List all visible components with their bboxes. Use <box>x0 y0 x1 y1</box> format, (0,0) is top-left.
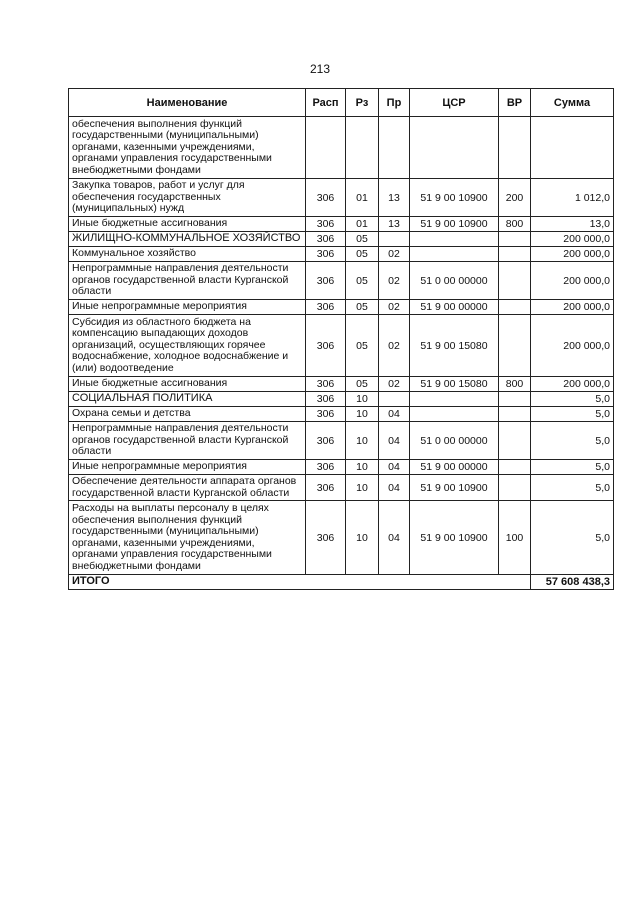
cell-pr: 02 <box>379 377 410 392</box>
cell-csr: 51 9 00 00000 <box>410 460 499 475</box>
table-row <box>69 475 614 501</box>
cell-vr <box>499 315 531 377</box>
cell-rasp: 306 <box>306 315 346 377</box>
cell-vr: 800 <box>499 377 531 392</box>
cell-name: Расходы на выплаты персоналу в целях обеспечения выполнения функций государственными (муниципальными) органами, казенными учреждениями, органами управления государственными внебюджетными фондами <box>69 501 306 575</box>
cell-sum: 5,0 <box>531 501 614 575</box>
cell-name: Непрограммные направления деятельности органов государственной власти Курганской области <box>69 262 306 300</box>
cell-csr: 51 0 00 00000 <box>410 262 499 300</box>
header-sum: Сумма <box>531 89 614 117</box>
cell-vr <box>499 232 531 247</box>
cell-vr <box>499 475 531 501</box>
cell-name: Иные бюджетные ассигнования <box>69 377 306 392</box>
cell-rasp: 306 <box>306 300 346 315</box>
cell-csr: 51 9 00 15080 <box>410 315 499 377</box>
cell-rz: 05 <box>346 247 379 262</box>
cell-rasp: 306 <box>306 407 346 422</box>
header-rasp: Расп <box>306 89 346 117</box>
cell-rz: 10 <box>346 392 379 407</box>
cell-vr: 800 <box>499 217 531 232</box>
header-vr: ВР <box>499 89 531 117</box>
cell-csr <box>410 232 499 247</box>
cell-csr: 51 9 00 00000 <box>410 300 499 315</box>
cell-rasp <box>306 117 346 179</box>
cell-pr: 04 <box>379 422 410 460</box>
cell-vr <box>499 262 531 300</box>
page-number: 213 <box>309 62 331 76</box>
header-rz: Рз <box>346 89 379 117</box>
total-row <box>69 575 614 590</box>
table-row <box>69 217 614 232</box>
cell-pr: 02 <box>379 262 410 300</box>
cell-rz: 10 <box>346 407 379 422</box>
cell-sum: 200 000,0 <box>531 247 614 262</box>
cell-sum: 5,0 <box>531 407 614 422</box>
cell-csr <box>410 407 499 422</box>
cell-sum: 200 000,0 <box>531 377 614 392</box>
cell-rz: 10 <box>346 501 379 575</box>
cell-rasp: 306 <box>306 232 346 247</box>
table-row <box>69 407 614 422</box>
cell-name: Обеспечение деятельности аппарата органов государственной власти Курганской области <box>69 475 306 501</box>
cell-rz: 05 <box>346 232 379 247</box>
table-row <box>69 247 614 262</box>
cell-sum: 200 000,0 <box>531 262 614 300</box>
table-row <box>69 377 614 392</box>
cell-pr: 04 <box>379 501 410 575</box>
cell-vr <box>499 300 531 315</box>
cell-rasp: 306 <box>306 422 346 460</box>
cell-vr: 100 <box>499 501 531 575</box>
cell-pr: 02 <box>379 315 410 377</box>
cell-rasp: 306 <box>306 262 346 300</box>
cell-name: ЖИЛИЩНО-КОММУНАЛЬНОЕ ХОЗЯЙСТВО <box>69 232 306 247</box>
cell-rasp: 306 <box>306 377 346 392</box>
table-row <box>69 300 614 315</box>
table-row <box>69 501 614 575</box>
cell-sum <box>531 117 614 179</box>
cell-vr <box>499 422 531 460</box>
cell-pr <box>379 117 410 179</box>
cell-sum: 1 012,0 <box>531 179 614 217</box>
cell-sum: 5,0 <box>531 392 614 407</box>
table-row <box>69 392 614 407</box>
cell-pr: 04 <box>379 475 410 501</box>
cell-rz: 05 <box>346 377 379 392</box>
cell-name: Иные непрограммные мероприятия <box>69 300 306 315</box>
cell-pr: 04 <box>379 460 410 475</box>
table-row <box>69 179 614 217</box>
table-row <box>69 460 614 475</box>
cell-pr: 02 <box>379 300 410 315</box>
cell-vr <box>499 392 531 407</box>
header-row <box>69 89 614 117</box>
cell-sum: 200 000,0 <box>531 300 614 315</box>
cell-csr <box>410 392 499 407</box>
cell-vr <box>499 460 531 475</box>
cell-vr <box>499 117 531 179</box>
cell-rz <box>346 117 379 179</box>
cell-name: Непрограммные направления деятельности органов государственной власти Курганской области <box>69 422 306 460</box>
cell-pr: 13 <box>379 179 410 217</box>
cell-rasp: 306 <box>306 392 346 407</box>
header-csr: ЦСР <box>410 89 499 117</box>
cell-csr: 51 9 00 10900 <box>410 501 499 575</box>
cell-rasp: 306 <box>306 179 346 217</box>
cell-csr <box>410 117 499 179</box>
cell-csr: 51 9 00 10900 <box>410 179 499 217</box>
table-row <box>69 232 614 247</box>
cell-pr: 04 <box>379 407 410 422</box>
cell-rasp: 306 <box>306 217 346 232</box>
budget-table <box>68 88 614 590</box>
cell-rz: 05 <box>346 300 379 315</box>
header-name: Наименование <box>69 89 306 117</box>
cell-pr: 02 <box>379 247 410 262</box>
cell-pr: 13 <box>379 217 410 232</box>
cell-name: Охрана семьи и детства <box>69 407 306 422</box>
cell-pr <box>379 392 410 407</box>
cell-rz: 10 <box>346 460 379 475</box>
table-row <box>69 422 614 460</box>
table-row <box>69 262 614 300</box>
cell-vr: 200 <box>499 179 531 217</box>
cell-rz: 01 <box>346 217 379 232</box>
cell-name: СОЦИАЛЬНАЯ ПОЛИТИКА <box>69 392 306 407</box>
cell-sum: 13,0 <box>531 217 614 232</box>
cell-sum: 200 000,0 <box>531 315 614 377</box>
cell-vr <box>499 407 531 422</box>
cell-name: обеспечения выполнения функций государственными (муниципальными) органами, казенными учреждениями, органами управления государственными внебюджетными фондами <box>69 117 306 179</box>
cell-rz: 05 <box>346 262 379 300</box>
total-label: ИТОГО <box>69 575 531 590</box>
cell-name: Субсидия из областного бюджета на компенсацию выпадающих доходов организаций, осуществляющих горячее водоснабжение, холодное водоснабжение и (или) водоотведение <box>69 315 306 377</box>
cell-csr <box>410 247 499 262</box>
cell-vr <box>499 247 531 262</box>
cell-rz: 10 <box>346 422 379 460</box>
cell-rasp: 306 <box>306 460 346 475</box>
cell-sum: 5,0 <box>531 475 614 501</box>
header-pr: Пр <box>379 89 410 117</box>
cell-csr: 51 9 00 10900 <box>410 217 499 232</box>
cell-csr: 51 0 00 00000 <box>410 422 499 460</box>
cell-rasp: 306 <box>306 501 346 575</box>
cell-name: Коммунальное хозяйство <box>69 247 306 262</box>
cell-name: Иные непрограммные мероприятия <box>69 460 306 475</box>
cell-pr <box>379 232 410 247</box>
cell-sum: 5,0 <box>531 460 614 475</box>
cell-rasp: 306 <box>306 247 346 262</box>
cell-rasp: 306 <box>306 475 346 501</box>
cell-rz: 01 <box>346 179 379 217</box>
cell-csr: 51 9 00 10900 <box>410 475 499 501</box>
table-row <box>69 117 614 179</box>
total-sum: 57 608 438,3 <box>531 575 614 590</box>
cell-sum: 5,0 <box>531 422 614 460</box>
cell-rz: 10 <box>346 475 379 501</box>
cell-sum: 200 000,0 <box>531 232 614 247</box>
cell-name: Закупка товаров, работ и услуг для обеспечения государственных (муниципальных) нужд <box>69 179 306 217</box>
table-row <box>69 315 614 377</box>
cell-csr: 51 9 00 15080 <box>410 377 499 392</box>
cell-rz: 05 <box>346 315 379 377</box>
cell-name: Иные бюджетные ассигнования <box>69 217 306 232</box>
